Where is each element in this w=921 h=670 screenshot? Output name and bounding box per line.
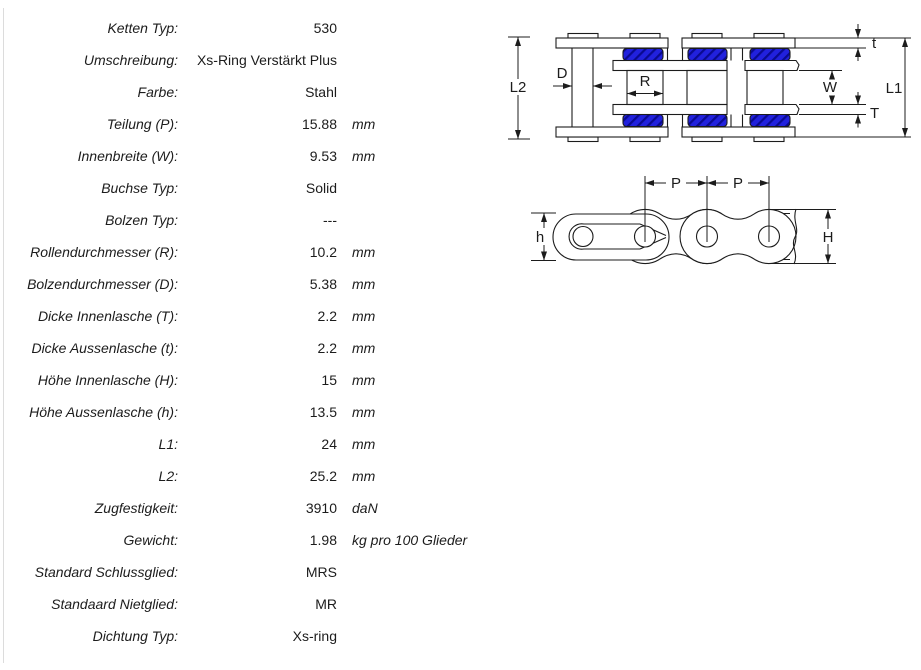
spec-unit: mm xyxy=(352,372,376,388)
spec-unit: mm xyxy=(352,436,376,452)
dim-label-p1: P xyxy=(670,175,682,192)
spec-value: Solid xyxy=(305,180,337,196)
spec-label: Dicke Aussenlasche (t): xyxy=(31,340,178,356)
spec-value: 530 xyxy=(313,20,337,36)
dim-label-h-outer: h xyxy=(535,229,545,246)
spec-label: Bolzendurchmesser (D): xyxy=(27,276,178,292)
dim-label-w: W xyxy=(822,79,838,96)
spec-value: 3910 xyxy=(305,500,337,516)
spec-label: Ketten Typ: xyxy=(107,20,178,36)
spec-unit: mm xyxy=(352,468,376,484)
spec-label: Standard Schlussglied: xyxy=(34,564,178,580)
spec-value: 2.2 xyxy=(317,308,337,324)
spec-unit: kg pro 100 Glieder xyxy=(352,532,468,548)
spec-label: Höhe Innenlasche (H): xyxy=(37,372,178,388)
spec-value: 1.98 xyxy=(309,532,337,548)
spec-label: Bolzen Typ: xyxy=(105,212,178,228)
spec-value: 25.2 xyxy=(309,468,337,484)
spec-label: Gewicht: xyxy=(123,532,178,548)
spec-label: Zugfestigkeit: xyxy=(94,500,178,516)
spec-value: 9.53 xyxy=(309,148,337,164)
spec-label: Umschreibung: xyxy=(83,52,178,68)
spec-value: 13.5 xyxy=(309,404,337,420)
spec-label: Standaard Nietglied: xyxy=(51,596,178,612)
spec-value: --- xyxy=(323,212,337,228)
dim-label-l1: L1 xyxy=(885,80,903,97)
spec-value: MR xyxy=(315,596,337,612)
spec-label: Teilung (P): xyxy=(106,116,178,132)
spec-value: 5.38 xyxy=(309,276,337,292)
spec-label: L2: xyxy=(158,468,178,484)
dim-label-p2: P xyxy=(732,175,744,192)
spec-value: Xs-Ring Verstärkt Plus xyxy=(196,52,337,68)
spec-value: 15.88 xyxy=(301,116,337,132)
spec-unit: mm xyxy=(352,308,376,324)
spec-value: MRS xyxy=(305,564,337,580)
spec-label: Innenbreite (W): xyxy=(77,148,178,164)
spec-unit: mm xyxy=(352,116,376,132)
spec-label: Höhe Aussenlasche (h): xyxy=(29,404,178,420)
spec-label: Dicke Innenlasche (T): xyxy=(37,308,178,324)
spec-label: Farbe: xyxy=(137,84,178,100)
pin-lines xyxy=(572,48,593,127)
spec-value: Xs-ring xyxy=(292,628,337,644)
dim-label-h-inner: H xyxy=(822,229,834,246)
spec-unit: mm xyxy=(352,404,376,420)
spec-unit: mm xyxy=(352,276,376,292)
spec-unit: daN xyxy=(352,500,378,516)
dim-label-l2: L2 xyxy=(509,79,527,96)
dim-label-r: R xyxy=(639,73,651,90)
spec-label: Rollendurchmesser (R): xyxy=(30,244,178,260)
spec-value: 24 xyxy=(321,436,337,452)
dim-label-d: D xyxy=(556,65,568,82)
dim-label-t-inner: T xyxy=(870,105,880,122)
spec-label: Buchse Typ: xyxy=(101,180,178,196)
spec-value: 2.2 xyxy=(317,340,337,356)
spec-unit: mm xyxy=(352,148,376,164)
spec-value: Stahl xyxy=(305,84,337,100)
spec-unit: mm xyxy=(352,244,376,260)
spec-label: L1: xyxy=(158,436,178,452)
dim-label-t-outer: t xyxy=(872,35,877,52)
spec-value: 15 xyxy=(321,372,337,388)
spec-label: Dichtung Typ: xyxy=(92,628,178,644)
spec-unit: mm xyxy=(352,340,376,356)
chain-top-view-diagram xyxy=(556,34,799,142)
spec-value: 10.2 xyxy=(309,244,337,260)
